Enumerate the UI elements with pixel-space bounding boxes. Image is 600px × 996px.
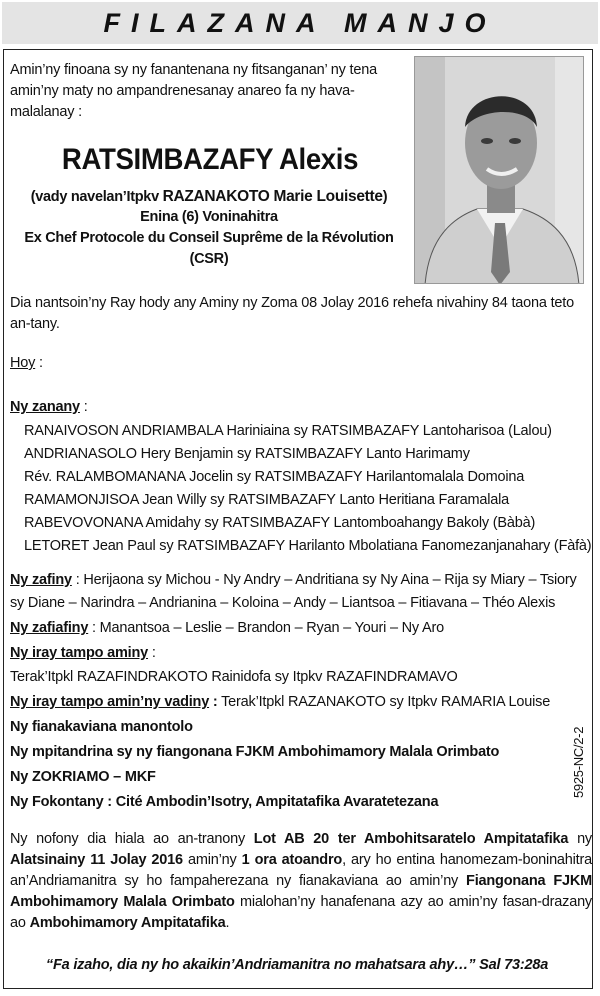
funeral-text: amin’ny <box>182 852 242 868</box>
fokontany-line: Ny Fokontany : Cité Ambodin’Isotry, Ampitatafika Avaratetezana <box>10 794 439 810</box>
zafiny-text: : Herijaona sy Michou - Ny Andry – Andritiana sy Ny Aina – Rija sy Miary – Tsiory <box>71 572 577 588</box>
iray-tampo-label: Ny iray tampo aminy <box>10 645 149 661</box>
bible-quote: “Fa izaho, dia ny ho akaikin’Andriamanitra no mahatsara ahy…” Sal 73:28a <box>45 957 549 973</box>
iray-tampo-heading <box>10 643 156 663</box>
hoy-line <box>10 353 43 373</box>
hoy-colon: : <box>35 355 43 371</box>
portrait-illustration <box>415 57 584 284</box>
zanany-item: RANAIVOSON ANDRIAMBALA Hariniaina sy RATSIMBAZAFY Lantoharisoa (Lalou) <box>24 423 552 439</box>
zafiny-label: Ny zafiny <box>10 572 72 588</box>
notice-title: FILAZANA MANJO <box>103 8 497 38</box>
notice-header <box>2 2 598 44</box>
funeral-church: Fiangonana FJKM Ambohimamory Malala Orimbato <box>10 873 592 910</box>
zafiafiny-text: : Manantsoa – Leslie – Brandon – Ryan – Youri – Ny Aro <box>88 620 444 636</box>
zanany-item: Rév. RALAMBOMANANA Jocelin sy RATSIMBAZAFY Harilantomalala Domoina <box>24 469 525 485</box>
funeral-text: , ary ho entina hanomezam-boninahitra an’Andriamanitra sy ho fampaherezana ny fianakaviana ao amin’ny <box>10 852 592 889</box>
funeral-text: mialohan’ny hanafenana azy ao amin’ny fasan-drazany ao <box>10 894 592 931</box>
zanany-item: ANDRIANASOLO Hery Benjamin sy RATSIMBAZAFY Lanto Harimamy <box>24 446 470 462</box>
zanany-label: Ny zanany <box>10 399 80 415</box>
notice-reference-code: 5925-NC/2-2 <box>571 726 586 798</box>
funeral-time: 1 ora atoandro <box>241 852 343 868</box>
zanany-heading <box>10 397 88 417</box>
funeral-text: ny <box>568 831 592 847</box>
intro-text: Amin’ny finoana sy ny fanantenana ny fitsanganan’ ny tena amin’ny maty no ampandrenesanay anareo fa ny hava-malalanay : <box>10 62 377 120</box>
zanany-item: RABEVOVONANA Amidahy sy RATSIMBAZAFY Lantomboahangy Bakoly (Bàbà) <box>24 515 536 531</box>
spouse-suffix: ) <box>382 189 388 205</box>
iray-tampo-vadiny-line <box>10 692 550 712</box>
zanany-item: RAMAMONJISOA Jean Willy sy RATSIMBAZAFY Lanto Heritiana Faramalala <box>24 492 510 508</box>
deceased-name: RATSIMBAZAFY Alexis <box>61 143 359 176</box>
portrait-photo <box>414 56 584 284</box>
iray-tampo-vadiny-text: Terak’Itpkl RAZANAKOTO sy Itpkv RAMARIA Louise <box>217 694 551 710</box>
former-title: Ex Chef Protocole du Conseil Suprême de la Révolution <box>24 230 394 246</box>
children-count: Enina (6) Voninahitra <box>140 209 278 225</box>
zafiafiny-label: Ny zafiafiny <box>10 620 89 636</box>
iray-tampo-colon: : <box>148 645 156 661</box>
funeral-date: Alatsinainy 11 Jolay 2016 <box>10 852 183 868</box>
iray-tampo-text: Terak’Itpkl RAZAFINDRAKOTO Rainidofa sy Itpkv RAZAFINDRAMAVO <box>10 669 458 685</box>
iray-tampo-vadiny-label: Ny iray tampo amin’ny vadiny <box>10 694 210 710</box>
spouse-prefix: (vady navelan’Itpkv <box>30 189 163 205</box>
spouse-line <box>6 186 412 208</box>
zafiny-line-1 <box>10 570 577 590</box>
funeral-text: . <box>225 915 230 931</box>
spouse-name: RAZANAKOTO Marie Louisette <box>162 188 383 205</box>
former-title-acronym: (CSR) <box>189 251 229 267</box>
hoy-label: Hoy <box>10 355 36 371</box>
zafiafiny-line <box>10 618 444 638</box>
zafiny-line-2: sy Diane – Narindra – Andrianina – Koloina – Andy – Liantsoa – Fitiavana – Théo Alexis <box>10 595 556 611</box>
family-line: Ny fianakaviana manontolo <box>10 719 193 735</box>
funeral-paragraph <box>10 829 592 934</box>
church-line: Ny mpitandrina sy ny fiangonana FJKM Ambohimamory Malala Orimbato <box>10 744 500 760</box>
iray-tampo-vadiny-colon: : <box>209 694 218 710</box>
zanany-item: LETORET Jean Paul sy RATSIMBAZAFY Harilanto Mbolatiana Fanomezanjanahary (Fàfà) <box>24 538 592 554</box>
funeral-text: Ny nofony dia hiala ao an-tranony <box>10 831 254 847</box>
death-notice: Dia nantsoin’ny Ray hody any Aminy ny Zoma 08 Jolay 2016 rehefa nivahiny 84 taona teto an-tany. <box>10 295 574 332</box>
funeral-address: Lot AB 20 ter Ambohitsaratelo Ampitatafika <box>253 831 569 847</box>
zanany-colon: : <box>79 399 88 415</box>
burial-place: Ambohimamory Ampitatafika <box>29 915 226 931</box>
association-line: Ny ZOKRIAMO – MKF <box>10 769 156 785</box>
